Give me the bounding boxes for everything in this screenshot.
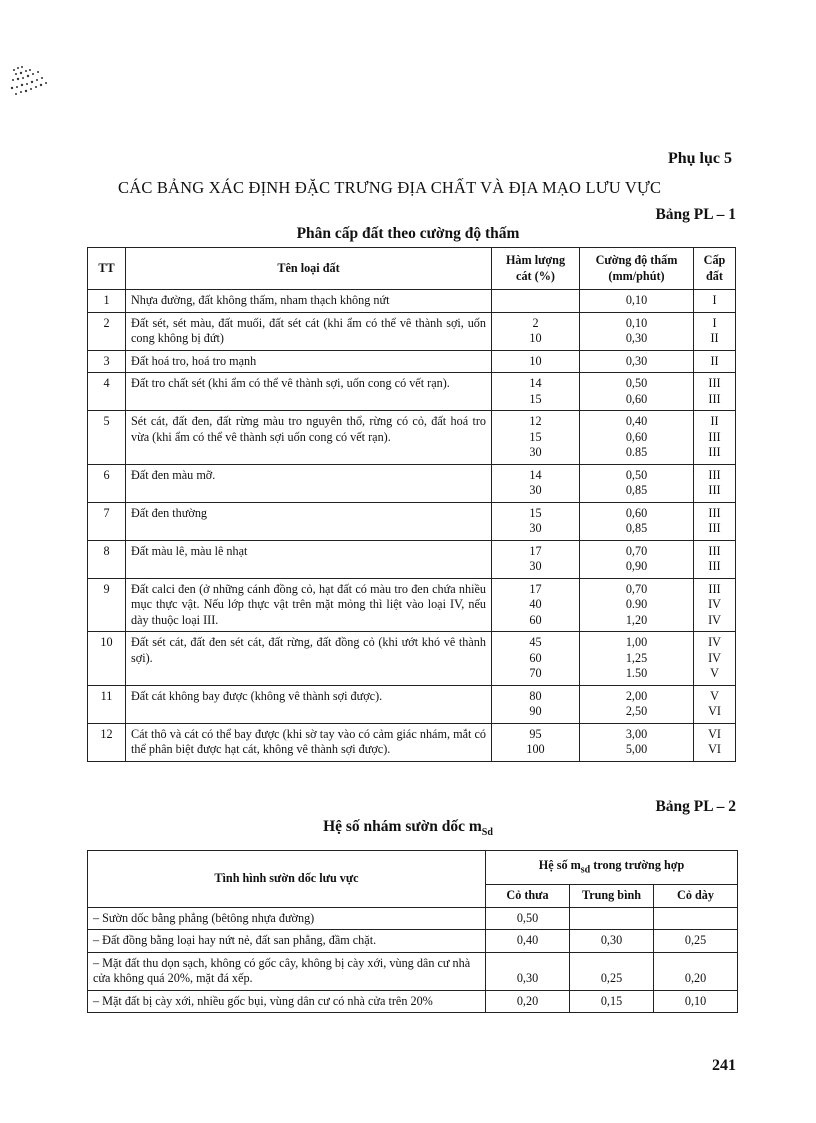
soil-grade: III III [694,464,736,502]
row-number: 7 [88,502,126,540]
infiltration-rate: 0,60 0,85 [580,502,694,540]
table2-caption: Hệ số nhám sườn dốc $m_{Sd}$ [323,818,493,839]
slope-condition: – Đất đồng bằng loại hay nứt nẻ, đất san phẳng, đầm chặt. [88,930,486,953]
table1-label: Bảng PL – 1 [655,206,736,223]
medium-value [570,907,654,930]
soil-name: Đất sét cát, đất đen sét cát, đất rừng, đất đồng cỏ (khi ướt khó vê thành sợi). [126,632,492,686]
infiltration-rate: 0,10 [580,290,694,313]
soil-name: Nhựa đường, đất không thấm, nham thạch không nứt [126,290,492,313]
table1-header-row [88,248,736,290]
table-row [88,373,736,411]
soil-grade: VI VI [694,723,736,761]
infiltration-rate: 2,00 2,50 [580,685,694,723]
soil-grade: II III III [694,411,736,465]
header-dense-grass: Cỏ dày [654,885,738,908]
row-number: 10 [88,632,126,686]
table2-label: Bảng PL – 2 [655,798,736,815]
table-row [88,685,736,723]
soil-grade: III III [694,540,736,578]
soil-name: Sét cát, đất đen, đất rừng màu tro nguyên thổ, rừng có cỏ, đất hoá tro vừa (khi ẩm có thể vê thành sợi uốn cong có vết rạn). [126,411,492,465]
dense-value: 0,25 [654,930,738,953]
infiltration-rate: 0,30 [580,350,694,373]
slope-condition: – Sườn dốc bằng phẳng (bêtông nhựa đường) [88,907,486,930]
row-number: 2 [88,312,126,350]
soil-infiltration-table [87,247,736,762]
row-number: 8 [88,540,126,578]
table-row [88,464,736,502]
table-row [88,990,738,1013]
row-number: 5 [88,411,126,465]
infiltration-rate: 3,00 5,00 [580,723,694,761]
row-number: 1 [88,290,126,313]
soil-name: Đất sét, sét màu, đất muối, đất sét cát (khi ẩm có thể vê thành sợi, uốn cong không bị đứt) [126,312,492,350]
infiltration-rate: 0,50 0,85 [580,464,694,502]
infiltration-rate: 0,70 0,90 [580,540,694,578]
sparse-value: 0,50 [486,907,570,930]
table-row [88,540,736,578]
sand-content: 80 90 [492,685,580,723]
header-coefficient: Hệ số $m_{sd}$ trong trường hợp [486,851,738,885]
header-sand-content: Hàm lượng cát (%) [492,248,580,290]
dense-value: 0,10 [654,990,738,1013]
row-number: 9 [88,578,126,632]
soil-name: Đất đen thường [126,502,492,540]
header-medium-grass: Trung bình [570,885,654,908]
infiltration-rate: 0,10 0,30 [580,312,694,350]
slope-condition: – Mặt đất bị cày xới, nhiều gốc bụi, vùng dân cư có nhà cửa trên 20% [88,990,486,1013]
soil-name: Đất đen màu mỡ. [126,464,492,502]
sand-content: 17 40 60 [492,578,580,632]
appendix-label: Phụ lục 5 [667,150,732,167]
sand-content: 14 15 [492,373,580,411]
sparse-value: 0,20 [486,990,570,1013]
soil-grade: IV IV V [694,632,736,686]
row-number: 12 [88,723,126,761]
header-tt: TT [88,248,126,290]
header-soil-name: Tên loại đất [126,248,492,290]
soil-grade: V VI [694,685,736,723]
sand-content: 95 100 [492,723,580,761]
dense-value [654,907,738,930]
soil-name: Cát thô và cát có thể bay được (khi sờ tay vào có cảm giác nhám, mắt có thể phân biệt được hạt cát, không vê thành sợi được). [126,723,492,761]
sparse-value: 0,40 [486,930,570,953]
row-number: 6 [88,464,126,502]
soil-grade: III IV IV [694,578,736,632]
soil-grade: III III [694,373,736,411]
soil-grade: II [694,350,736,373]
sand-content: 12 15 30 [492,411,580,465]
soil-name: Đất calci đen (ở những cánh đồng cỏ, hạt đất có màu tro đen chứa nhiều mục thực vật. Nếu lớp thực vật trên mặt mỏng thì liệt vào loại IV, nếu dày thuộc loại III. [126,578,492,632]
table-row [88,350,736,373]
soil-grade: I II [694,312,736,350]
table-row [88,723,736,761]
row-number: 11 [88,685,126,723]
table-row [88,411,736,465]
infiltration-rate: 1,00 1,25 1.50 [580,632,694,686]
sand-content: 45 60 70 [492,632,580,686]
sand-content: 17 30 [492,540,580,578]
table1-caption: Phân cấp đất theo cường độ thấm [296,225,520,242]
medium-value: 0,15 [570,990,654,1013]
dense-value: 0,20 [654,952,738,990]
table-row [88,930,738,953]
medium-value: 0,25 [570,952,654,990]
row-number: 4 [88,373,126,411]
table-row [88,952,738,990]
table-row [88,578,736,632]
soil-grade: I [694,290,736,313]
slope-roughness-table [87,850,738,1013]
table-row [88,502,736,540]
page-number: 241 [712,1057,736,1074]
infiltration-rate: 0,40 0,60 0.85 [580,411,694,465]
header-soil-grade: Cấp đất [694,248,736,290]
soil-name: Đất hoá tro, hoá tro mạnh [126,350,492,373]
soil-name: Đất tro chất sét (khi ẩm có thể vê thành sợi, uốn cong có vết rạn). [126,373,492,411]
row-number: 3 [88,350,126,373]
infiltration-rate: 0,50 0,60 [580,373,694,411]
slope-condition: – Mặt đất thu dọn sạch, không có gốc cây, không bị cày xới, vùng dân cư nhà cửa không quá 20%, mặt đá xếp. [88,952,486,990]
header-sparse-grass: Cỏ thưa [486,885,570,908]
page-title: CÁC BẢNG XÁC ĐỊNH ĐẶC TRƯNG ĐỊA CHẤT VÀ ĐỊA MẠO LƯU VỰC [118,178,662,197]
table2-header-row-1 [88,851,738,885]
table-row [88,290,736,313]
infiltration-rate: 0,70 0.90 1,20 [580,578,694,632]
sand-content [492,290,580,313]
soil-grade: III III [694,502,736,540]
soil-name: Đất màu lê, màu lê nhạt [126,540,492,578]
sand-content: 15 30 [492,502,580,540]
table-row [88,907,738,930]
header-infiltration-rate: Cường độ thấm (mm/phút) [580,248,694,290]
sand-content: 2 10 [492,312,580,350]
library-stamp-mark [8,62,54,102]
medium-value: 0,30 [570,930,654,953]
sparse-value: 0,30 [486,952,570,990]
header-slope-condition: Tình hình sườn dốc lưu vực [88,851,486,908]
table-row [88,632,736,686]
sand-content: 10 [492,350,580,373]
sand-content: 14 30 [492,464,580,502]
table-row [88,312,736,350]
soil-name: Đất cát không bay được (không vê thành sợi được). [126,685,492,723]
